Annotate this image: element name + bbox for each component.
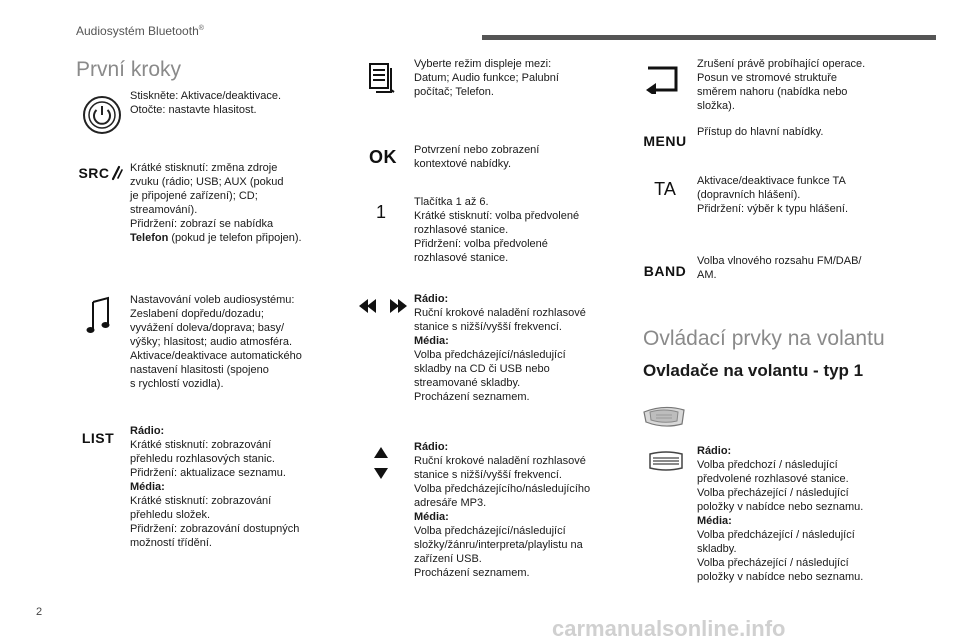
item-ta-text: Aktivace/deaktivace funkce TA (dopravních hlášení). Přidržení: výběr k typu hlášení. (697, 175, 849, 215)
display-mode-icon (368, 60, 396, 96)
src-phone-icon: SRC (76, 162, 126, 184)
wheel-buttons-icon (648, 451, 684, 471)
item-power-text: Stiskněte: Aktivace/deaktivace. Otočte: nastavte hlasitost. (130, 90, 282, 116)
item-presets-text: Tlačítka 1 až 6. Krátké stisknutí: volba předvolené rozhlasové stanice. Přidržení: volba předvolené rozhlasové stanice. (414, 196, 580, 264)
up-down-icon (372, 446, 390, 480)
page-number: 2 (36, 606, 43, 618)
music-note-icon (86, 296, 112, 336)
watermark: carmanualsonline.info (552, 616, 786, 641)
steering-control-icon (640, 402, 688, 430)
item-display-mode-text: Vyberte režim displeje mezi: Datum; Audio funkce; Palubní počítač; Telefon. (414, 58, 559, 98)
back-arrow-icon (645, 60, 681, 94)
section-title-first-steps: První kroky (76, 58, 182, 81)
list-icon: LIST (81, 430, 115, 446)
item-ok-text: Potvrzení nebo zobrazení kontextové nabídky. (414, 144, 540, 170)
item-menu-text: Přístup do hlavní nabídky. (697, 126, 824, 138)
digit-one-icon: 1 (375, 201, 386, 222)
header-rule (482, 35, 936, 40)
band-icon: BAND (643, 263, 687, 279)
menu-icon: MENU (643, 133, 687, 149)
item-updown-text: Rádio: Ruční krokové naladění rozhlasové stanice s nižší/vyšší frekvencí. Volba předcházejícího/následujícího adresáře MP3. Média: Volba předcházející/následující složky/žánru/interpreta/playlistu na zařízení USB. Procházení seznamem. (414, 441, 591, 579)
section-title-steering-controls: Ovládací prvky na volantu (643, 327, 885, 350)
item-list-text: Rádio: Krátké stisknutí: zobrazování přehledu rozhlasových stanic. Přidržení: aktualizace seznamu. Média: Krátké stisknutí: zobrazování přehledu složek. Přidržení: zobrazování dostupných možností třídění. (130, 425, 300, 549)
ok-icon: OK (369, 146, 397, 167)
power-icon (82, 95, 122, 135)
item-back-text: Zrušení právě probíhající operace. Posun ve stromové struktuře směrem nahoru (nabídka nebo složka). (697, 58, 866, 112)
ta-icon: TA (654, 178, 676, 199)
seek-left-right-icon (358, 296, 408, 316)
item-audio-settings-text: Nastavování voleb audiosystému: Zeslabení dopředu/dozadu; vyvážení doleva/doprava; basy/ výšky; hlasitost; audio atmosféra. Aktivace/deaktivace automatického nastavení hlasitosti (spojeno s rychlostí vozidla). (130, 294, 302, 390)
item-src-text: Krátké stisknutí: změna zdroje zvuku (rádio; USB; AUX (pokud je připojené zařízení); CD; streamování). Přidržení: zobrazí se nabídka Telefon (pokud je telefon připojen). (130, 162, 302, 244)
item-seek-text: Rádio: Ruční krokové naladění rozhlasové stanice s nižší/vyšší frekvencí. Média: Volba předcházející/následující skladby na CD či USB nebo streamované skladby. Procházení seznamem. (414, 293, 586, 403)
item-band-text: Volba vlnového rozsahu FM/DAB/ AM. (697, 255, 862, 281)
subsection-title-type1: Ovladače na volantu - typ 1 (643, 361, 864, 380)
header-title: Audiosystém Bluetooth® (76, 24, 204, 38)
item-wheel-text: Rádio: Volba předchozí / následující předvolené rozhlasové stanice. Volba přecházející / následující položky v nabídce nebo seznamu. Média: Volba předcházející / následující skladby. Volba přecházející / následující položky v nabídce nebo seznamu. (697, 445, 864, 583)
